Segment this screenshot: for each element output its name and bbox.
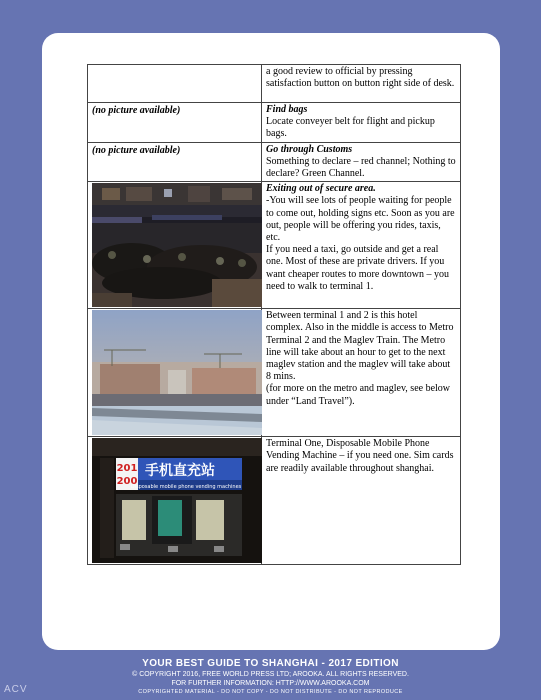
row-text: -You will see lots of people waiting for people to come out, holding signs etc. Soon as you are out, people will be offering you rides, taxis, etc. If you need a taxi, go outside and get a real one. Most of these are private drivers. If you want cheaper routes to more downtown – you need to walk to terminal 1. <box>266 195 455 292</box>
row-right-cell <box>262 103 461 143</box>
footer-info: FOR FURTHER INFORMATION: HTTP://WWW.AROOKA.COM <box>171 680 370 687</box>
row-text: a good review to official by pressing satisfaction button on button right side of desk. <box>266 66 455 90</box>
row-text: Something to declare – red channel; Nothing to declare? Green Channel. <box>266 155 456 180</box>
table-row <box>88 103 461 143</box>
watermark: ACV <box>4 684 28 695</box>
hotel-complex-photo <box>92 310 262 435</box>
row-right-cell <box>262 309 461 437</box>
table-row <box>88 142 461 182</box>
row-heading: Go through Customs <box>266 143 353 155</box>
sign-number-bottom: 200 <box>116 476 138 488</box>
row-text: Terminal One, Disposable Mobile Phone Vending Machine – if you need one. Sim cards are readily available throughout shanghai. <box>266 438 454 474</box>
table-row <box>88 437 461 565</box>
row-heading: Find bags <box>266 104 308 115</box>
row-left-cell <box>88 142 262 182</box>
table-row <box>88 182 461 309</box>
row-right-cell <box>262 142 461 182</box>
row-left-cell <box>88 437 262 565</box>
sign-chinese-text: 手机直充站 <box>145 463 215 480</box>
table-row <box>88 65 461 103</box>
row-left-cell <box>88 182 262 309</box>
no-picture-label: (no picture available) <box>92 105 181 116</box>
row-text: Locate conveyer belt for flight and pickup bags. <box>266 116 435 140</box>
row-left-cell <box>88 65 262 103</box>
row-heading: Exiting out of secure area. <box>266 183 376 195</box>
row-right-cell <box>262 437 461 565</box>
row-left-cell <box>88 309 262 437</box>
footer-copyright: © COPYRIGHT 2016, FREE WORLD PRESS LTD; AROOKA. ALL RIGHTS RESERVED. <box>132 671 409 678</box>
phone-vending-machine-photo <box>92 438 262 563</box>
row-right-cell <box>262 65 461 103</box>
row-text: Between terminal 1 and 2 is this hotel complex. Also in the middle is access to Metro Terminal 2 and the Maglev Train. The Metro line will take about an hour to get to the next maglev station and the maglev will take about 8 mins. (for more on the metro and maglev, see below under “Land Travel”). <box>266 310 454 407</box>
guide-table <box>87 64 461 565</box>
row-right-cell <box>262 182 461 309</box>
sign-number-top: 201 <box>116 463 138 475</box>
row-left-cell <box>88 103 262 143</box>
footer-title: YOUR BEST GUIDE TO SHANGHAI - 2017 EDITION <box>142 658 399 669</box>
footer-notice: COPYRIGHTED MATERIAL - DO NOT COPY - DO NOT DISTRIBUTE - DO NOT REPRODUCE <box>138 689 403 695</box>
arrivals-hall-photo <box>92 183 262 307</box>
no-picture-label: (no picture available) <box>92 144 181 156</box>
page-card <box>42 33 500 650</box>
table-row <box>88 309 461 437</box>
sign-english-text: Disposable mobile phone vending machines <box>130 484 242 491</box>
